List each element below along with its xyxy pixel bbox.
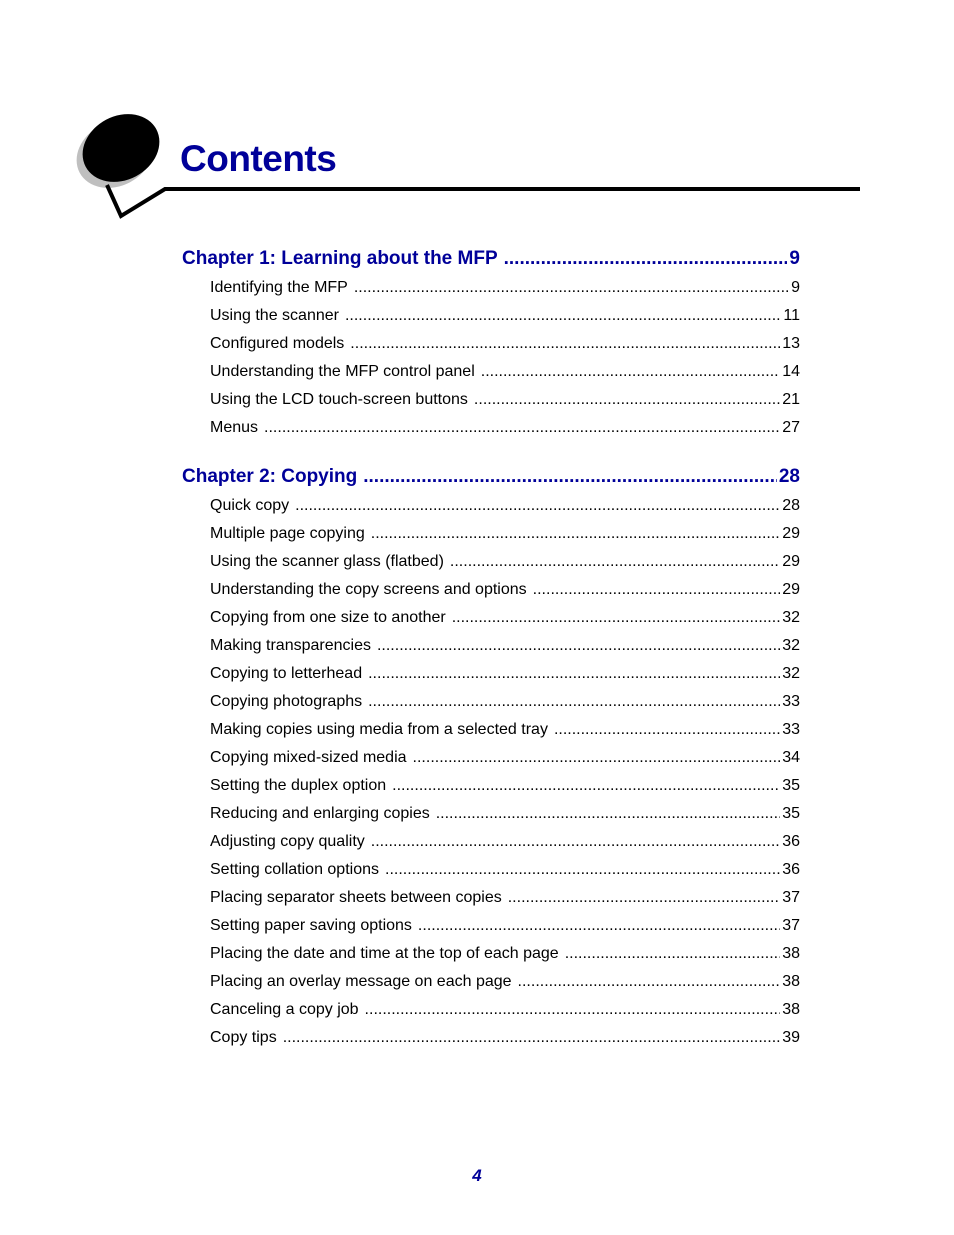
toc-entry-link[interactable]: [210, 772, 800, 800]
toc-entry-link[interactable]: [210, 884, 800, 912]
toc-entry-link[interactable]: [210, 414, 800, 442]
entry-title: Making copies using media from a selected tray: [210, 721, 548, 738]
dot-leader: [450, 548, 780, 576]
entry-title: Copying to letterhead: [210, 665, 363, 682]
entry-page-number: 29: [782, 525, 800, 542]
chapter-title: Chapter 1: Learning about the MFP: [182, 248, 498, 269]
entry-title: Making transparencies: [210, 637, 371, 654]
entry-title: Setting collation options: [210, 861, 379, 878]
dot-leader: [385, 856, 780, 884]
toc-entry-link[interactable]: [210, 996, 800, 1024]
chapter-header-graphic: [0, 0, 954, 260]
toc-chapter-link[interactable]: [182, 462, 800, 492]
entry-title: Reducing and enlarging copies: [210, 805, 430, 822]
dot-leader: [392, 772, 780, 800]
entry-title: Multiple page copying: [210, 525, 365, 542]
entry-title: Menus: [210, 419, 259, 436]
entry-page-number: 36: [782, 833, 800, 850]
entry-page-number: 32: [782, 637, 800, 654]
entry-page-number: 35: [782, 777, 800, 794]
entry-title: Setting paper saving options: [210, 917, 412, 934]
entry-page-number: 21: [782, 391, 800, 408]
dot-leader: [283, 1024, 781, 1052]
dot-leader: [436, 800, 780, 828]
toc-entry-link[interactable]: [210, 856, 800, 884]
toc-entry-link[interactable]: [210, 520, 800, 548]
entry-title: Understanding the MFP control panel: [210, 363, 475, 380]
dot-leader: [474, 386, 780, 414]
entry-page-number: 9: [791, 279, 800, 296]
dot-leader: [345, 302, 781, 330]
table-of-contents: [182, 244, 800, 1072]
dot-leader: [481, 358, 780, 386]
entry-title: Using the LCD touch-screen buttons: [210, 391, 468, 408]
dot-leader: [363, 462, 777, 492]
entry-title: Placing separator sheets between copies: [210, 889, 502, 906]
toc-entry-link[interactable]: [210, 1024, 800, 1052]
entry-page-number: 14: [782, 363, 800, 380]
dot-leader: [368, 660, 780, 688]
toc-chapter-link[interactable]: [182, 244, 800, 274]
entry-title: Copy tips: [210, 1029, 277, 1046]
entry-page-number: 29: [782, 581, 800, 598]
dot-leader: [518, 968, 781, 996]
entry-page-number: 33: [782, 693, 800, 710]
dot-leader: [371, 520, 780, 548]
dot-leader: [418, 912, 780, 940]
entry-title: Using the scanner: [210, 307, 339, 324]
header-rule: [107, 185, 860, 216]
dot-leader: [452, 604, 781, 632]
entry-page-number: 32: [782, 665, 800, 682]
entry-page-number: 38: [782, 973, 800, 990]
chapter-page-number: 9: [789, 248, 800, 269]
dot-leader: [565, 940, 781, 968]
dot-leader: [295, 492, 780, 520]
toc-entry-link[interactable]: [210, 716, 800, 744]
entry-title: Identifying the MFP: [210, 279, 348, 296]
entry-page-number: 11: [783, 307, 800, 324]
toc-entry-link[interactable]: [210, 968, 800, 996]
toc-entry-link[interactable]: [210, 576, 800, 604]
toc-entry-link[interactable]: [210, 912, 800, 940]
toc-entry-link[interactable]: [210, 274, 800, 302]
toc-entry-link[interactable]: [210, 744, 800, 772]
entry-page-number: 36: [782, 861, 800, 878]
dot-leader: [504, 244, 788, 274]
dot-leader: [264, 414, 780, 442]
page-number: 4: [472, 1166, 482, 1185]
entry-title: Copying photographs: [210, 693, 363, 710]
page-title: Contents: [180, 138, 337, 179]
entry-page-number: 13: [782, 335, 800, 352]
entry-title: Copying mixed-sized media: [210, 749, 407, 766]
chapter-tab-icon: [65, 101, 172, 201]
entry-page-number: 39: [782, 1029, 800, 1046]
dot-leader: [354, 274, 789, 302]
toc-entry-link[interactable]: [210, 548, 800, 576]
toc-entry-link[interactable]: [210, 302, 800, 330]
entry-page-number: 37: [782, 889, 800, 906]
entry-page-number: 28: [782, 497, 800, 514]
chapter-title: Chapter 2: Copying: [182, 466, 358, 487]
toc-entry-link[interactable]: [210, 604, 800, 632]
entry-title: Quick copy: [210, 497, 290, 514]
dot-leader: [368, 688, 780, 716]
dot-leader: [350, 330, 780, 358]
entry-page-number: 33: [782, 721, 800, 738]
entry-page-number: 37: [782, 917, 800, 934]
dot-leader: [371, 828, 780, 856]
entry-title: Setting the duplex option: [210, 777, 387, 794]
chapter-page-number: 28: [778, 466, 800, 487]
dot-leader: [533, 576, 781, 604]
toc-entry-link[interactable]: [210, 660, 800, 688]
entry-title: Configured models: [210, 335, 345, 352]
dot-leader: [554, 716, 780, 744]
entry-page-number: 34: [782, 749, 800, 766]
entry-page-number: 38: [782, 945, 800, 962]
entry-title: Copying from one size to another: [210, 609, 446, 626]
toc-entry-link[interactable]: [210, 632, 800, 660]
entry-page-number: 27: [782, 419, 800, 436]
entry-page-number: 38: [782, 1001, 800, 1018]
toc-section: [182, 244, 800, 442]
dot-leader: [413, 744, 781, 772]
dot-leader: [377, 632, 780, 660]
entry-title: Placing the date and time at the top of each page: [210, 945, 559, 962]
toc-section: [182, 462, 800, 1052]
toc-entry-link[interactable]: [210, 800, 800, 828]
entry-page-number: 32: [782, 609, 800, 626]
toc-entry-link[interactable]: [210, 492, 800, 520]
entry-page-number: 35: [782, 805, 800, 822]
toc-entry-link[interactable]: [210, 330, 800, 358]
chapter-tab-disc: [71, 101, 172, 195]
toc-entry-link[interactable]: [210, 358, 800, 386]
dot-leader: [508, 884, 780, 912]
toc-entry-link[interactable]: [210, 828, 800, 856]
entry-page-number: 29: [782, 553, 800, 570]
entry-title: Understanding the copy screens and options: [210, 581, 527, 598]
entry-title: Canceling a copy job: [210, 1001, 359, 1018]
toc-entry-link[interactable]: [210, 940, 800, 968]
dot-leader: [365, 996, 781, 1024]
toc-entry-link[interactable]: [210, 386, 800, 414]
toc-entry-link[interactable]: [210, 688, 800, 716]
entry-title: Using the scanner glass (flatbed): [210, 553, 444, 570]
entry-title: Placing an overlay message on each page: [210, 973, 512, 990]
entry-title: Adjusting copy quality: [210, 833, 365, 850]
